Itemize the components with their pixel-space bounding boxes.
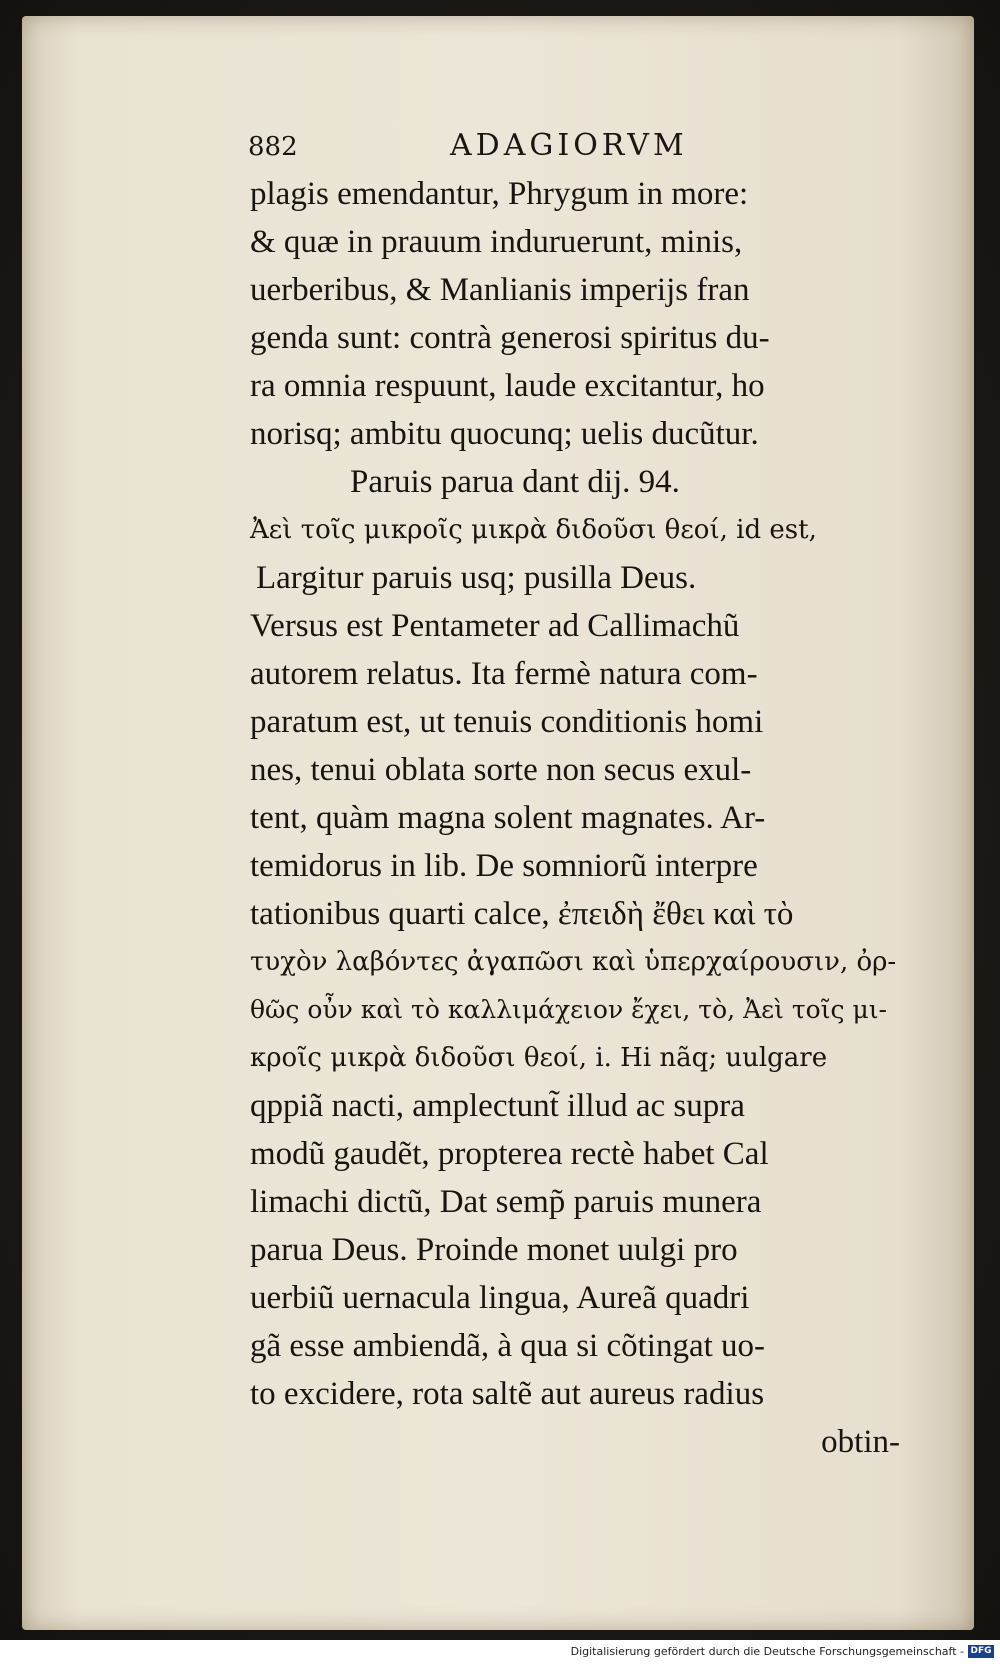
text-line: Largitur paruis usq; pusilla Deus. [256, 560, 697, 596]
page-header [230, 128, 770, 168]
text-line: Ἀεὶ τοῖς μικροῖς μικρὰ διδοῦσι θεοί, id est, [250, 515, 817, 545]
text-line: parua Deus. Proinde monet uulgi pro [250, 1232, 738, 1268]
text-line: uerbiũ uernacula lingua, Aureã quadri [250, 1280, 750, 1316]
text-line: autorem relatus. Ita fermè natura com- [250, 656, 758, 692]
text-line: modũ gaudẽt, propterea rectè habet Cal [250, 1136, 769, 1172]
text-line: qppiã nacti, amplectunt̃ illud ac supra [250, 1088, 745, 1124]
text-line: obtin- [821, 1424, 900, 1460]
text-line: temidorus in lib. De somniorũ interpre [250, 848, 758, 884]
text-line: θῶς οὖν καὶ τὸ καλλιμάχειον ἔχει, τὸ, Ἀεὶ τοῖς μι- [250, 995, 887, 1024]
text-line: limachi dictũ, Dat semp̃ paruis munera [250, 1184, 762, 1220]
page-number: 882 [248, 132, 298, 162]
text-line: uerberibus, & Manlianis imperijs fran [250, 272, 750, 308]
running-head: ADAGIORVM [450, 128, 688, 163]
footer-note: Digitalisierung gefördert durch die Deutsche Forschungsgemeinschaft - [570, 1645, 964, 1658]
text-line: norisq; ambitu quocunq; uelis ducũtur. [250, 416, 759, 452]
body-text [250, 170, 900, 1466]
adage-heading: Paruis parua dant dij. 94. [350, 464, 680, 500]
text-line: nes, tenui oblata sorte non secus exul- [250, 752, 752, 788]
text-line: tent, quàm magna solent magnates. Ar- [250, 800, 766, 836]
text-line: tationibus quarti calce, ἐπειδὴ ἔθει καὶ τὸ [250, 896, 794, 932]
text-line: genda sunt: contrà generosi spiritus du- [250, 320, 770, 356]
text-line: κροῖς μικρὰ διδοῦσι θεοί, i. Hi nãq; uulgare [250, 1043, 828, 1073]
text-line: ra omnia respuunt, laude excitantur, ho [250, 368, 765, 404]
text-line: Versus est Pentameter ad Callimachũ [250, 608, 740, 644]
text-line: & quæ in prauum induruerunt, minis, [250, 224, 743, 260]
text-line: paratum est, ut tenuis conditionis homi [250, 704, 764, 740]
text-line: gã esse ambiendã, à qua si cõtingat uo- [250, 1328, 765, 1364]
text-line: to excidere, rota saltẽ aut aureus radius [250, 1376, 765, 1412]
dfg-logo: DFG [968, 1645, 994, 1658]
text-line: τυχὸν λαβόντες ἀγαπῶσι καὶ ὑπερχαίρουσιν, ὀρ- [250, 947, 897, 977]
text-line: plagis emendantur, Phrygum in more: [250, 176, 749, 212]
